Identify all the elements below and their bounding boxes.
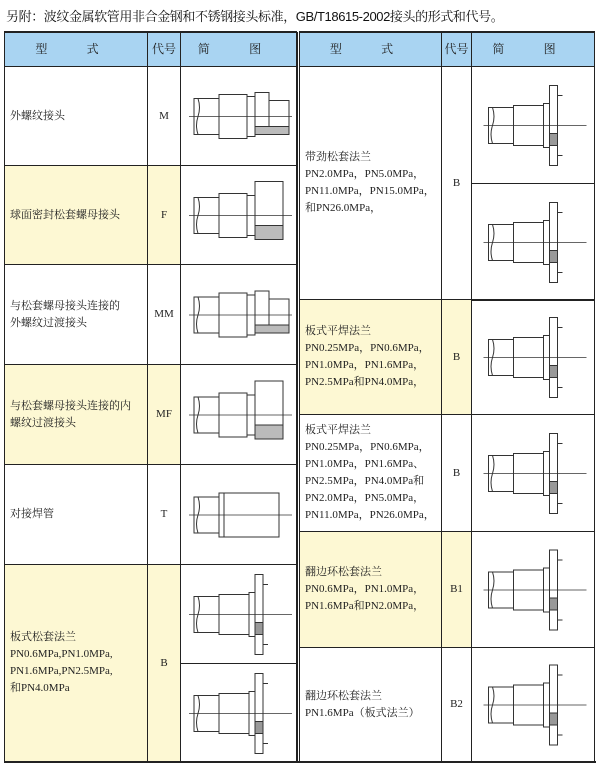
fitting-code: MM — [154, 308, 174, 320]
flange-drawing — [183, 667, 295, 760]
fitting-type-line: 带劲松套法兰 — [305, 151, 371, 163]
fitting-type-text — [10, 398, 131, 432]
header-type — [4, 31, 148, 67]
diagram-cell — [180, 464, 297, 565]
header-type-label: 型 式 — [35, 42, 117, 56]
diagram-cell — [180, 165, 297, 265]
fitting-code: B2 — [450, 698, 463, 710]
fitting-type-cell — [4, 264, 148, 365]
fitting-type-line: PN1.6MPa,PN2.5MPa, — [10, 665, 113, 677]
page-title: 另附：波纹金属软管用非合金钢和不锈钢接头标准，GB/T18615-2002接头的形式和代号。 — [6, 9, 504, 24]
diagram-cell — [471, 183, 595, 301]
fitting-code-cell — [147, 464, 181, 565]
fitting-type-cell — [299, 299, 442, 415]
fitting-code-cell — [441, 299, 472, 415]
diagram-cell — [471, 531, 595, 648]
header-diagram-label: 简 图 — [197, 42, 280, 56]
fitting-type-text — [305, 422, 435, 524]
fitting-type-text — [10, 298, 120, 332]
diagram-cell — [471, 414, 595, 532]
fitting-type-line: PN2.0MPa，PN5.0MPa， — [305, 168, 425, 180]
fitting-type-line: PN11.0MPa，PN15.0MPa， — [305, 185, 435, 197]
fitting-type-cell — [4, 165, 148, 265]
fitting-type-text — [305, 323, 430, 391]
flange-drawing — [474, 70, 593, 181]
header-diagram-label: 简 图 — [492, 42, 574, 56]
fitting-type-cell — [4, 364, 148, 465]
fitting-code: B — [160, 656, 168, 669]
fitting-type-cell — [4, 464, 148, 565]
fitting-type-line: PN2.0MPa，PN5.0MPa， — [305, 492, 425, 504]
fitting-type-line: PN2.5MPa和PN4.0MPa， — [305, 376, 425, 388]
swivel-nut-fitting-drawing — [183, 169, 295, 262]
fitting-type-cell — [299, 531, 442, 648]
flange-drawing — [474, 187, 593, 298]
fitting-type-line: 对接焊管 — [10, 508, 54, 520]
fitting-code: T — [160, 508, 168, 520]
diagram-cell — [180, 663, 297, 763]
header-diagram — [471, 31, 595, 67]
fitting-type-line: PN1.6MPa和PN2.0MPa， — [305, 600, 425, 612]
fitting-type-line: PN1.6MPa（板式法兰） — [305, 706, 420, 719]
fitting-type-cell — [299, 66, 442, 300]
diagram-cell — [180, 66, 297, 166]
flange-drawing — [474, 303, 593, 412]
fitting-type-cell — [299, 647, 442, 762]
fitting-type-line: PN0.6MPa，PN1.0MPa， — [305, 583, 425, 595]
fitting-type-line: 翻边环松套法兰 — [305, 566, 382, 578]
fitting-type-line: 外螺纹接头 — [10, 109, 65, 122]
fitting-type-line: 板式松套法兰 — [10, 631, 76, 643]
fitting-type-line: PN2.5MPa，PN4.0MPa和 — [305, 475, 425, 487]
fitting-type-line: PN0.25MPa，PN0.6MPa， — [305, 342, 430, 354]
fitting-code: B — [452, 466, 461, 479]
female-adapter-drawing — [183, 368, 295, 462]
fitting-type-line: 翻边环松套法兰 — [305, 689, 382, 702]
header-type — [299, 31, 442, 67]
fitting-type-cell — [299, 414, 442, 532]
fitting-code-cell — [147, 364, 181, 465]
fitting-type-line: 外螺纹过渡接头 — [10, 316, 87, 329]
butt-weld-pipe-drawing — [183, 468, 295, 562]
fitting-type-text — [10, 108, 65, 125]
fitting-type-line: 与松套螺母接头连接的 — [10, 299, 120, 312]
fitting-code-cell — [147, 264, 181, 365]
fitting-code: B1 — [450, 583, 463, 595]
header-code-label: 代号 — [151, 42, 176, 56]
fitting-type-text — [305, 688, 420, 722]
table-divider — [297, 32, 300, 763]
fitting-type-line: PN0.6MPa,PN1.0MPa, — [10, 648, 113, 660]
fitting-type-line: PN1.0MPa，PN1.6MPa、 — [305, 458, 425, 470]
diagram-cell — [180, 264, 297, 365]
flange-drawing — [183, 568, 295, 661]
male-thread-fitting-drawing — [183, 70, 295, 163]
fitting-code-cell — [441, 531, 472, 648]
fitting-code-cell — [441, 647, 472, 762]
fitting-type-cell — [4, 564, 148, 762]
fitting-type-line: 球面密封松套螺母接头 — [10, 208, 120, 221]
fitting-code-cell — [147, 564, 181, 762]
header-code — [147, 31, 181, 67]
fitting-type-text — [305, 564, 424, 615]
diagram-cell — [471, 66, 595, 184]
fitting-type-line: 板式平焊法兰 — [305, 424, 371, 436]
diagram-cell — [471, 299, 595, 415]
fitting-code: B — [452, 350, 461, 363]
fitting-type-line: 板式平焊法兰 — [305, 325, 371, 337]
fitting-code: F — [160, 208, 168, 221]
fitting-type-text — [10, 629, 113, 697]
flange-drawing — [474, 535, 593, 645]
fitting-type-line: 和PN26.0MPa， — [305, 202, 382, 214]
fitting-code-cell — [441, 414, 472, 532]
header-code — [441, 31, 472, 67]
fitting-type-text — [305, 149, 435, 217]
fitting-type-cell — [4, 66, 148, 166]
fitting-type-line: PN0.25MPa，PN0.6MPa， — [305, 441, 430, 453]
fitting-type-text — [10, 207, 120, 224]
header-code-label: 代号 — [444, 42, 469, 56]
fitting-type-line: PN1.0MPa，PN1.6MPa， — [305, 359, 425, 371]
diagram-cell — [180, 364, 297, 465]
header-diagram — [180, 31, 297, 67]
fitting-code: B — [452, 176, 461, 189]
fitting-type-line: 与松套螺母接头连接的内 — [10, 399, 131, 412]
fitting-type-line: 和PN4.0MPa — [10, 682, 70, 694]
header-type-label: 型 式 — [329, 42, 412, 56]
fitting-type-line: 螺纹过渡接头 — [10, 416, 76, 429]
fitting-type-line: PN11.0MPa，PN26.0MPa， — [305, 509, 435, 521]
fitting-code-cell — [147, 66, 181, 166]
fitting-code: M — [159, 109, 169, 122]
flange-drawing — [474, 418, 593, 529]
fitting-type-text — [10, 506, 54, 523]
fitting-code-cell — [441, 66, 472, 300]
flange-drawing — [474, 651, 593, 759]
table-bottom-border — [4, 761, 596, 763]
diagram-cell — [180, 564, 297, 664]
male-adapter-drawing — [183, 268, 295, 362]
fitting-code: MF — [156, 408, 172, 420]
diagram-cell — [471, 647, 595, 762]
fitting-code-cell — [147, 165, 181, 265]
